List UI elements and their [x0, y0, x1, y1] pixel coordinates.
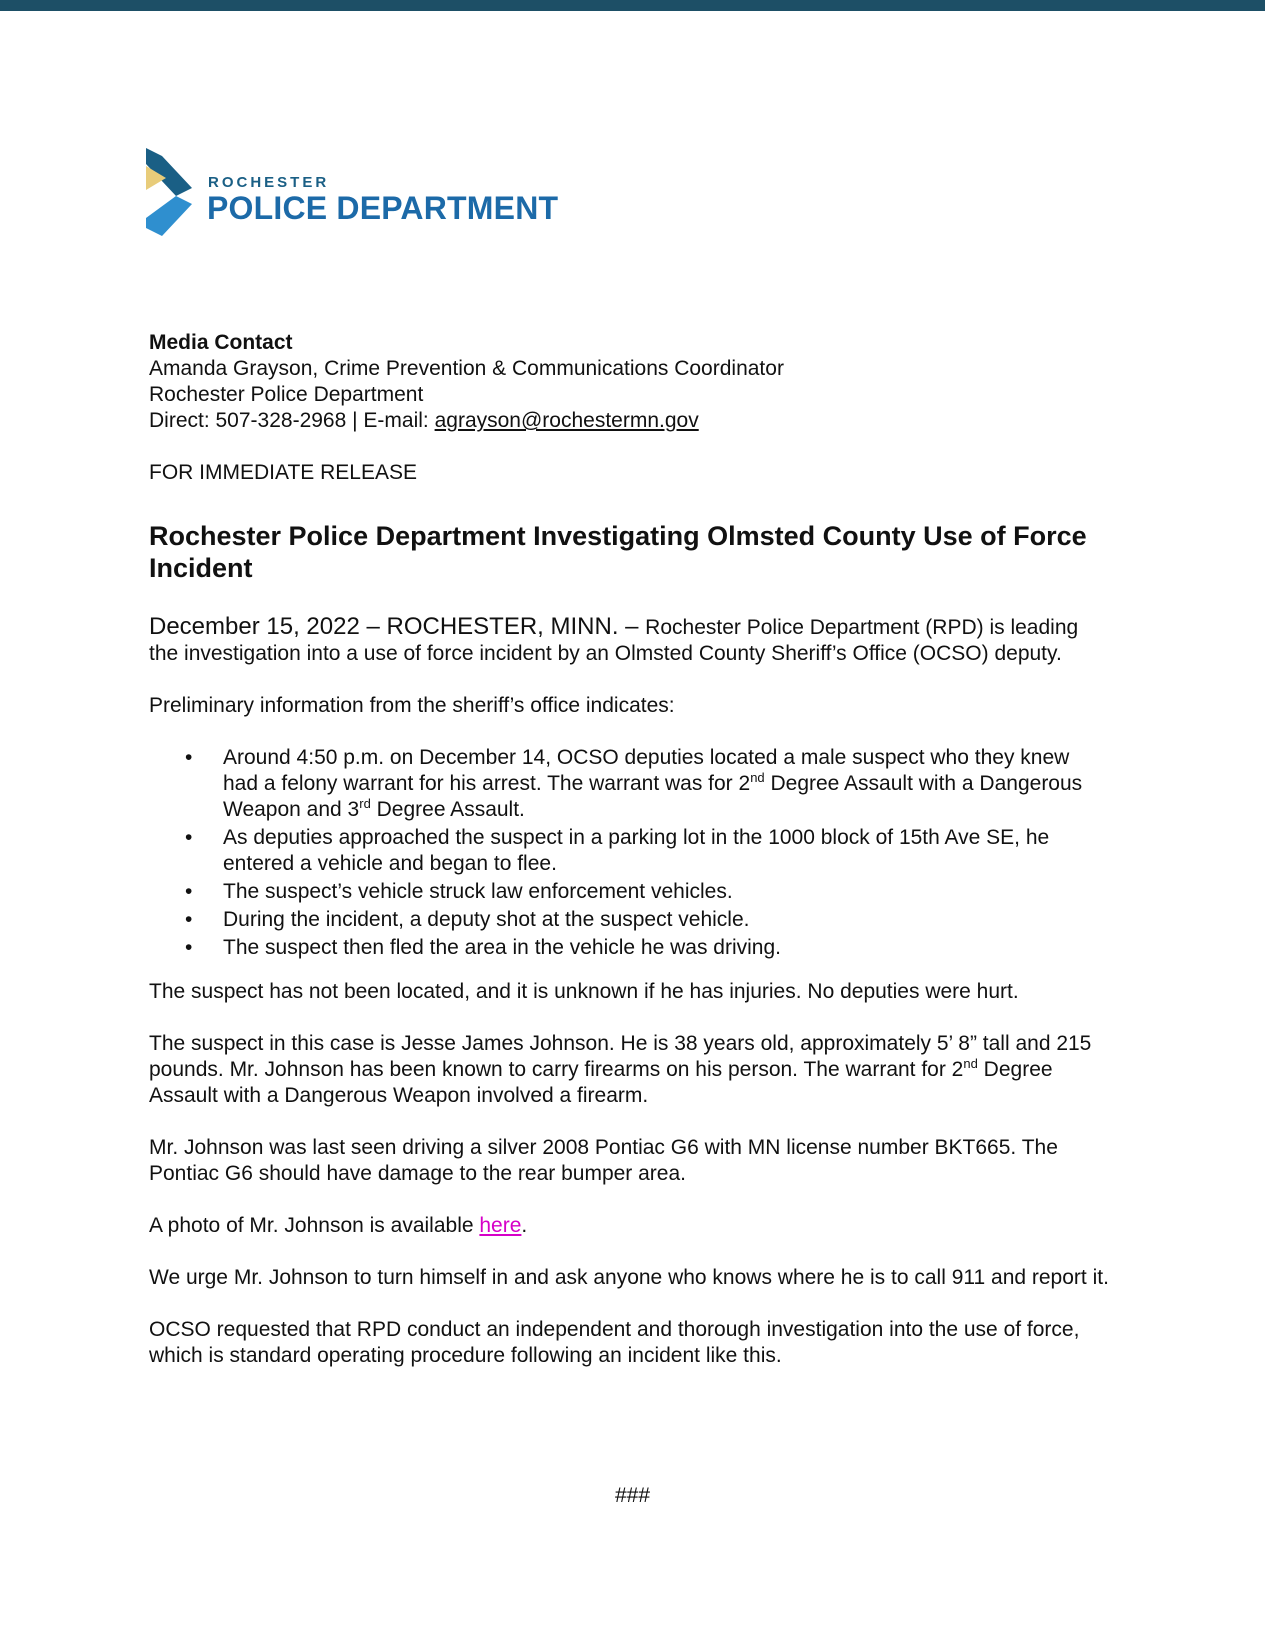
lead-paragraph: [149, 614, 1109, 667]
rpd-logo-mark-icon: [146, 148, 206, 242]
top-bar: [0, 0, 1265, 11]
release-label: FOR IMMEDIATE RELEASE: [149, 461, 417, 484]
dateline: December 15, 2022 – ROCHESTER, MINN. –: [149, 613, 646, 640]
contact-direct-line: [149, 408, 1109, 434]
list-item: • As deputies approached the suspect in a parking lot in the 1000 block of 15th Ave SE, he entered a vehicle and began to flee.: [223, 825, 1109, 877]
list-item: • The suspect’s vehicle struck law enforcement vehicles.: [223, 879, 1109, 905]
contact-email-link[interactable]: agrayson@rochestermn.gov: [434, 409, 699, 432]
end-mark: ###: [614, 1484, 651, 1507]
photo-paragraph: A photo of Mr. Johnson is available here.: [149, 1214, 528, 1237]
ocso-request-paragraph: OCSO requested that RPD conduct an independent and thorough investigation into the use of force, which is standard operating procedure following an incident like this.: [149, 1318, 1080, 1367]
logo-mark-bottom-chevron: [146, 196, 192, 236]
vehicle-paragraph: Mr. Johnson was last seen driving a silver 2008 Pontiac G6 with MN license number BKT665. The Pontiac G6 should have damage to the rear bumper area.: [149, 1136, 1058, 1185]
contact-name-line: Amanda Grayson, Crime Prevention & Communications Coordinator: [149, 357, 784, 380]
photo-link[interactable]: here: [479, 1214, 522, 1237]
preliminary-intro: Preliminary information from the sheriff’s office indicates:: [149, 694, 675, 717]
contact-org: Rochester Police Department: [149, 383, 424, 406]
list-item: • During the incident, a deputy shot at the suspect vehicle.: [223, 907, 1109, 933]
rpd-logo: [146, 148, 586, 242]
incident-bullet-list: [149, 745, 1109, 961]
press-release-body: [149, 330, 1109, 1369]
list-item: • The suspect then fled the area in the vehicle he was driving.: [223, 935, 1109, 961]
suspect-description-paragraph: The suspect in this case is Jesse James Johnson. He is 38 years old, approximately 5’ 8” tall and 215 pounds. Mr. Johnson has been known to carry firearms on his person. The warrant for 2nd Degree Assault with a Dangerous Weapon involved a firearm.: [149, 1032, 1092, 1107]
headline: Rochester Police Department Investigating Olmsted County Use of Force Incident: [149, 521, 1087, 583]
media-contact-heading: Media Contact: [149, 331, 293, 354]
urge-paragraph: We urge Mr. Johnson to turn himself in and ask anyone who knows where he is to call 911 and report it.: [149, 1266, 1109, 1289]
lead-text: Rochester Police Department (RPD) is leading the investigation into a use of force incident by an Olmsted County Sheriff’s Office (OCSO) deputy.: [149, 616, 1079, 665]
contact-phone: Direct: 507-328-2968 | E-mail:: [149, 409, 435, 432]
logo-city-text: ROCHESTER: [208, 174, 330, 191]
list-item: • Around 4:50 p.m. on December 14, OCSO deputies located a male suspect who they knew had a felony warrant for his arrest. The warrant was for 2nd Degree Assault with a Dangerous Weapon and 3rd Degree Assault.: [223, 745, 1109, 823]
suspect-status-paragraph: The suspect has not been located, and it is unknown if he has injuries. No deputies were hurt.: [149, 980, 1019, 1003]
logo-department-text: POLICE DEPARTMENT: [207, 190, 559, 226]
